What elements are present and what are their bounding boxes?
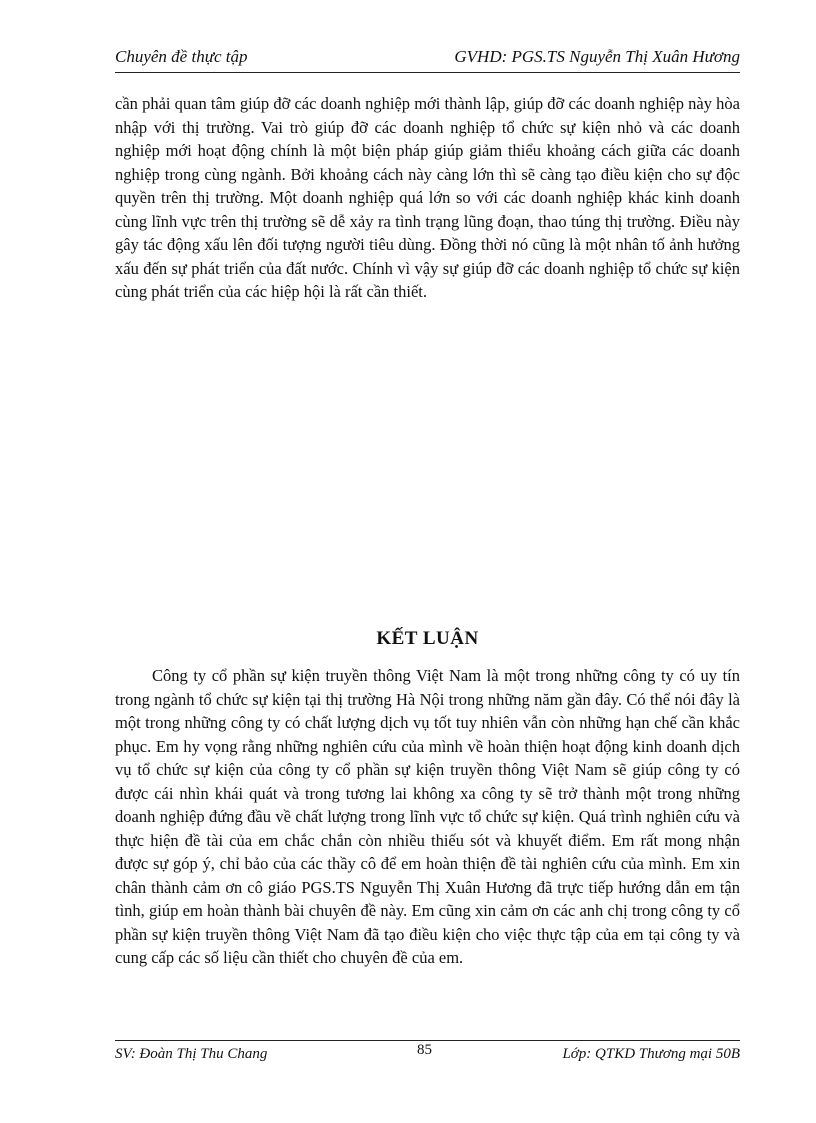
footer-class: Lớp: QTKD Thương mại 50B xyxy=(562,1046,740,1062)
page-number: 85 xyxy=(417,1042,432,1058)
header-document-type: Chuyên đề thực tập xyxy=(115,47,248,66)
header-rule xyxy=(115,72,740,73)
footer-student: SV: Đoàn Thị Thu Chang xyxy=(115,1046,268,1062)
header-supervisor: GVHD: PGS.TS Nguyễn Thị Xuân Hương xyxy=(454,47,740,66)
body-paragraph-2: Công ty cổ phần sự kiện truyền thông Việt Nam là một trong những công ty có uy tín trong ngành tổ chức sự kiện tại thị trường Hà Nội trong những năm gần đây. Có thể nói đây là một trong những công ty có chất lượng dịch vụ tốt tuy nhiên vẫn còn những hạn chế cần khắc phục. Em hy vọng rằng những nghiên cứu của mình về hoàn thiện hoạt động kinh doanh dịch vụ tổ chức sự kiện của công ty cổ phần sự kiện truyền thông Việt Nam sẽ giúp công ty có được cái nhìn khái quát và trong tương lai không xa công ty sẽ trở thành một trong những doanh nghiệp đứng đầu về chất lượng trong lĩnh vực tổ chức sự kiện. Quá trình nghiên cứu và thực hiện đề tài của em chắc chắn còn nhiều thiếu sót và khuyết điểm. Em rất mong nhận được sự góp ý, chỉ bảo của các thầy cô để em hoàn thiện đề tài nghiên cứu của mình. Em xin chân thành cảm ơn cô giáo PGS.TS Nguyễn Thị Xuân Hương đã trực tiếp hướng dẫn em tận tình, giúp em hoàn thành bài chuyên đề này. Em cũng xin cảm ơn các anh chị trong công ty cổ phần sự kiện truyền thông Việt Nam đã tạo điều kiện cho việc thực tập của em tại công ty và cung cấp các số liệu cần thiết cho chuyên đề của em. xyxy=(115,666,740,967)
page-header xyxy=(115,47,740,71)
body-paragraph-1: cần phải quan tâm giúp đỡ các doanh nghiệp mới thành lập, giúp đỡ các doanh nghiệp này hòa nhập với thị trường. Vai trò giúp đỡ các doanh nghiệp tổ chức sự kiện nhỏ và các doanh nghiệp mới hoạt động chính là một biện pháp giúp giảm thiểu khoảng cách giữa các doanh nghiệp trong cùng ngành. Bởi khoảng cách này càng lớn thì sẽ càng tạo điều kiện cho sự độc quyền trên thị trường. Một doanh nghiệp quá lớn so với các doanh nghiệp khác kinh doanh cùng lĩnh vực trên thị trường sẽ dễ xảy ra tình trạng lũng đoạn, thao túng thị trường. Điều này gây tác động xấu lên đối tượng người tiêu dùng. Đồng thời nó cũng là một nhân tố ảnh hưởng xấu đến sự phát triển của đất nước. Chính vì vậy sự giúp đỡ các doanh nghiệp tổ chức sự kiện cùng phát triển của các hiệp hội là rất cần thiết. xyxy=(115,94,740,301)
footer-rule xyxy=(115,1040,740,1041)
section-title: KẾT LUẬN xyxy=(376,628,479,649)
page-footer xyxy=(115,1044,740,1066)
